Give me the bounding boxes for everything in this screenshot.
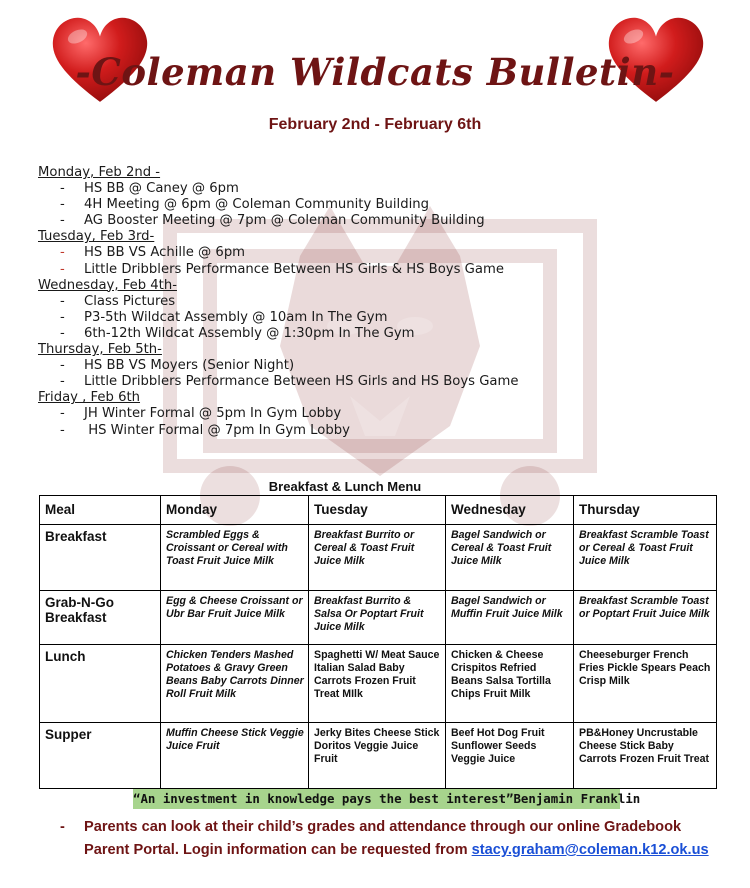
menu-cell: Chicken Tenders Mashed Potatoes & Gravy Green Beans Baby Carrots Dinner Roll Fruit Milk — [161, 645, 309, 723]
menu-cell: Beef Hot Dog Fruit Sunflower Seeds Veggie Juice — [446, 723, 574, 789]
schedule-day — [38, 165, 698, 229]
schedule-day — [38, 229, 698, 277]
day-label: Monday, Feb 2nd - — [38, 165, 161, 180]
event-item: - HS Winter Formal @ 7pm In Gym Lobby — [60, 422, 350, 438]
event-item: - P3-5th Wildcat Assembly @ 10am In The Gym — [60, 309, 388, 325]
event-item: - HS BB VS Achille @ 6pm — [60, 245, 246, 261]
column-header: Thursday — [574, 496, 717, 525]
menu-cell: Spaghetti W/ Meat Sauce Italian Salad Baby Carrots Frozen Fruit Treat MIlk — [309, 645, 446, 723]
table-row — [40, 723, 717, 789]
menu-cell: Jerky Bites Cheese Stick Doritos Veggie Juice Fruit — [309, 723, 446, 789]
menu-cell: Scrambled Eggs & Croissant or Cereal with Toast Fruit Juice Milk — [161, 525, 309, 591]
event-item: - AG Booster Meeting @ 7pm @ Coleman Community Building — [60, 213, 485, 229]
menu-cell: Egg & Cheese Croissant or Ubr Bar Fruit Juice Milk — [161, 591, 309, 645]
quote-banner: “An investment in knowledge pays the best interest”Benjamin Franklin — [133, 789, 620, 809]
menu-table — [39, 495, 717, 789]
menu-cell: Breakfast Burrito & Salsa Or Poptart Fruit Juice Milk — [309, 591, 446, 645]
note-text: Parents can look at their child’s grades and attendance through our online Gradebook Parent Portal. Login information can be requested from — [84, 819, 682, 858]
event-item: - HS BB @ Caney @ 6pm — [60, 181, 239, 197]
menu-cell: Bagel Sandwich or Muffin Fruit Juice Milk — [446, 591, 574, 645]
menu-cell: Bagel Sandwich or Cereal & Toast Fruit Juice Milk — [446, 525, 574, 591]
meal-label: Lunch — [40, 645, 161, 723]
day-label: Friday , Feb 6th — [38, 390, 141, 406]
weekly-schedule — [38, 165, 698, 439]
meal-label: Breakfast — [40, 525, 161, 591]
day-label: Tuesday, Feb 3rd- — [38, 229, 155, 245]
event-item: - Class Pictures — [60, 293, 176, 309]
menu-cell: Chicken & Cheese Crispitos Refried Beans Salsa Tortilla Chips Fruit Milk — [446, 645, 574, 723]
event-item: - JH Winter Formal @ 5pm In Gym Lobby — [60, 406, 342, 422]
schedule-day — [38, 342, 698, 390]
column-header: Tuesday — [309, 496, 446, 525]
day-label: Thursday, Feb 5th- — [38, 342, 162, 358]
email-link[interactable]: stacy.graham@coleman.k12.ok.us — [471, 842, 709, 858]
meal-label: Grab-N-Go Breakfast — [40, 591, 161, 645]
event-item: - Little Dribblers Performance Between HS Girls & HS Boys Game — [60, 261, 504, 277]
bulletin-title: -Coleman Wildcats Bulletin- — [75, 50, 675, 94]
bullet-dash: - — [60, 819, 65, 835]
menu-cell: Breakfast Scramble Toast or Cereal & Toast Fruit Juice Milk — [574, 525, 717, 591]
column-header: Monday — [161, 496, 309, 525]
column-header: Meal — [40, 496, 161, 525]
schedule-day — [38, 278, 698, 342]
parent-portal-note — [62, 816, 722, 862]
column-header: Wednesday — [446, 496, 574, 525]
table-row — [40, 591, 717, 645]
event-item: - 4H Meeting @ 6pm @ Coleman Community Building — [60, 197, 429, 213]
table-row — [40, 525, 717, 591]
day-label: Wednesday, Feb 4th- — [38, 277, 177, 293]
table-header-row — [40, 496, 717, 525]
menu-cell: Muffin Cheese Stick Veggie Juice Fruit — [161, 723, 309, 789]
event-item: - HS BB VS Moyers (Senior Night) — [60, 358, 295, 374]
menu-cell: Breakfast Burrito or Cereal & Toast Fruit Juice Milk — [309, 525, 446, 591]
date-range: February 2nd - February 6th — [268, 116, 482, 133]
meal-label: Supper — [40, 723, 161, 789]
menu-title: Breakfast & Lunch Menu — [268, 479, 422, 494]
menu-cell: PB&Honey Uncrustable Cheese Stick Baby Carrots Frozen Fruit Treat — [574, 723, 717, 789]
menu-cell: Cheeseburger French Fries Pickle Spears Peach Crisp Milk — [574, 645, 717, 723]
table-row — [40, 645, 717, 723]
schedule-day — [38, 390, 698, 438]
event-item: - Little Dribblers Performance Between HS Girls and HS Boys Game — [60, 374, 519, 390]
event-item: - 6th-12th Wildcat Assembly @ 1:30pm In The Gym — [60, 325, 415, 341]
menu-cell: Breakfast Scramble Toast or Poptart Fruit Juice Milk — [574, 591, 717, 645]
